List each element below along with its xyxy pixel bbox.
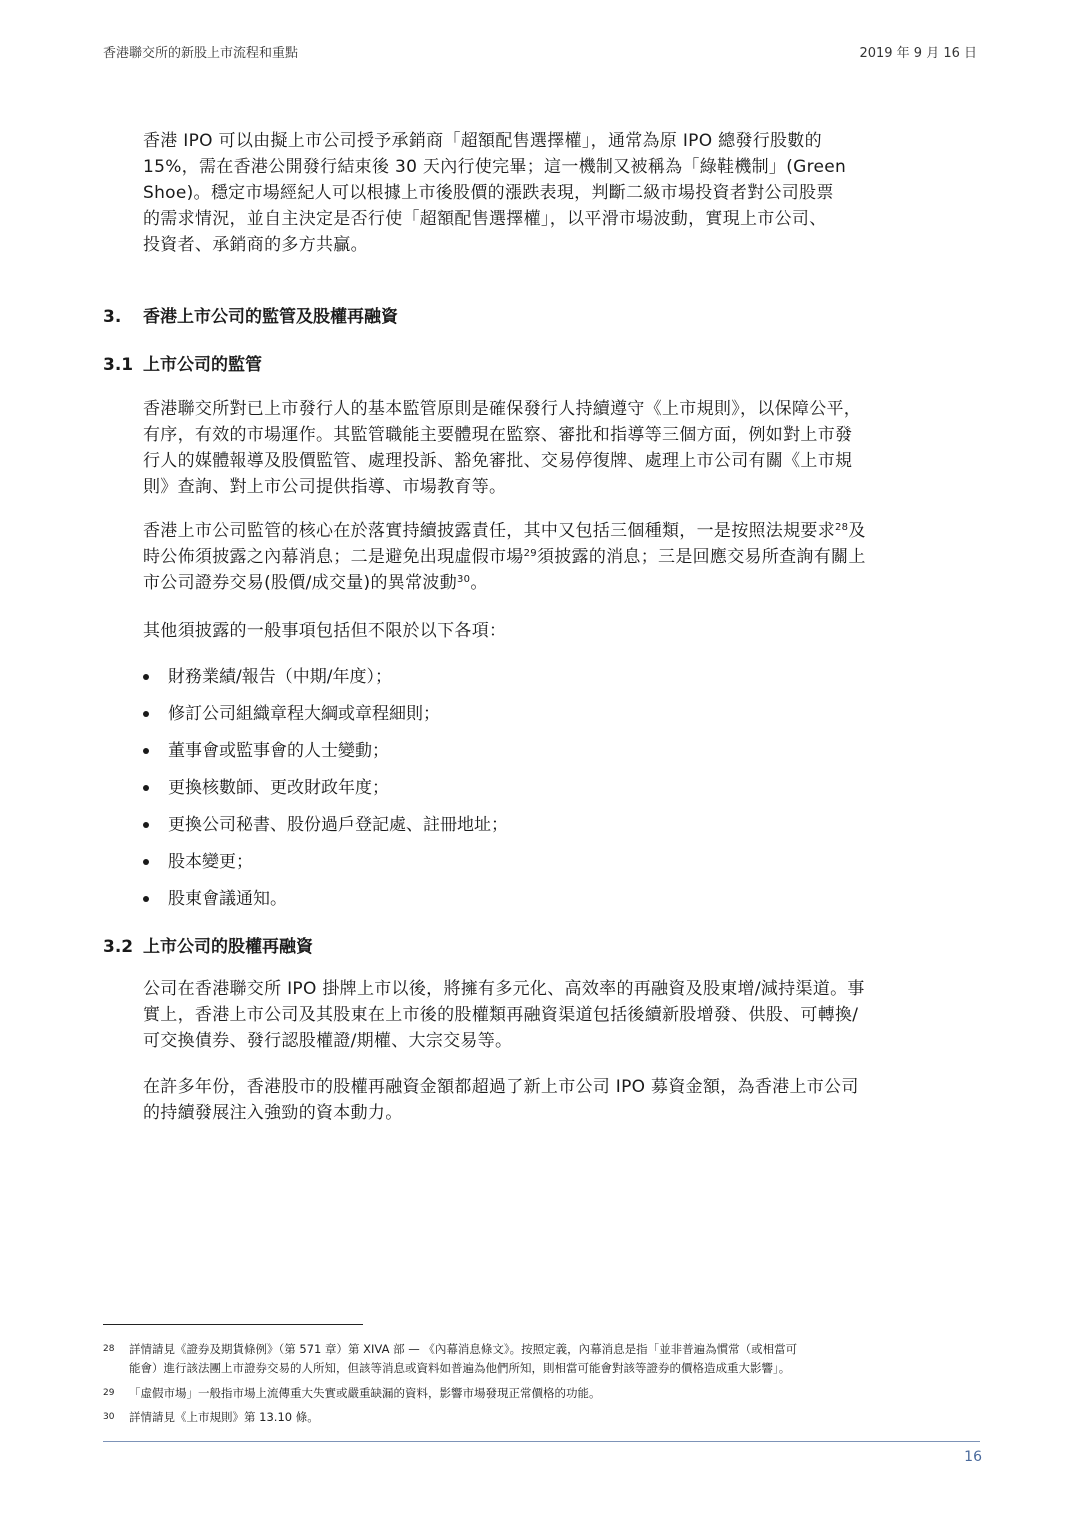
- disclosure-items-list: [143, 664, 508, 923]
- list-item: [143, 738, 508, 775]
- bullet-icon: [143, 822, 149, 828]
- footnote-text: [129, 1340, 983, 1378]
- text-line: [143, 518, 983, 544]
- list-item: [143, 849, 508, 886]
- text-line: 可交換債券、發行認股權證/期權、大宗交易等。: [143, 1031, 513, 1051]
- header-date: 2019 年 9 月 16 日: [859, 46, 977, 61]
- footnote-29: [103, 1384, 983, 1403]
- text-segment: 時公佈須披露之內幕消息；二是避免出現虛假市場: [143, 547, 524, 567]
- footnote-text: [129, 1384, 983, 1403]
- text-line: 其他須披露的一般事項包括但不限於以下各項：: [143, 621, 507, 641]
- footnote-28: [103, 1340, 983, 1378]
- text-line: Shoe)。穩定市場經紀人可以根據上市後股價的漲跌表現，判斷二級市場投資者對公司股票: [143, 183, 834, 203]
- list-item-text: 財務業績/報告（中期/年度）；: [168, 667, 392, 687]
- section-title: 上市公司的監管: [143, 355, 262, 375]
- refinancing-amount-paragraph: [143, 1074, 983, 1126]
- text-line: [143, 544, 983, 570]
- list-item: [143, 775, 508, 812]
- general-items-intro: [143, 618, 983, 644]
- text-line: 的需求情況，並自主決定是否行使「超額配售選擇權」，以平滑市場波動，實現上市公司、: [143, 209, 827, 229]
- text-line: 的持續發展注入強勁的資本動力。: [143, 1103, 403, 1123]
- text-line: 行人的媒體報導及股價監管、處理投訴、豁免審批、交易停復牌、處理上市公司有關《上市規: [143, 451, 853, 471]
- footnote-ref-28[interactable]: 28: [835, 522, 849, 533]
- section-title: 上市公司的股權再融資: [143, 937, 313, 957]
- footnote-number: 29: [103, 1388, 115, 1398]
- bullet-icon: [143, 785, 149, 791]
- list-item-text: 董事會或監事會的人士變動；: [168, 741, 389, 761]
- section-3-1-heading: [103, 350, 262, 375]
- disclosure-paragraph: [143, 518, 983, 596]
- text-line: 詳情請見《上市規則》第 13.10 條。: [129, 1410, 319, 1424]
- text-segment: 香港上市公司監管的核心在於落實持續披露責任，其中又包括三個種類，一是按照法規要求: [143, 521, 835, 541]
- text-line: 則》查詢、對上市公司提供指導、市場教育等。: [143, 477, 507, 497]
- list-item-text: 股本變更；: [168, 852, 253, 872]
- list-item: [143, 664, 508, 701]
- text-segment: 須披露的消息；三是回應交易所查詢有關上: [536, 547, 866, 567]
- text-line: 香港聯交所對已上市發行人的基本監管原則是確保發行人持續遵守《上市規則》，以保障公平，: [143, 399, 862, 419]
- text-line: 「虛假市場」一般指市場上流傳重大失實或嚴重缺漏的資料，影響市場發現正常價格的功能。: [129, 1386, 601, 1400]
- text-line: 公司在香港聯交所 IPO 掛牌上市以後，將擁有多元化、高效率的再融資及股東增/減持渠道。事: [143, 979, 865, 999]
- footnote-divider: [103, 1324, 363, 1325]
- section-3-2-heading: [103, 932, 313, 957]
- text-line: 實上，香港上市公司及其股東在上市後的股權類再融資渠道包括後續新股增發、供股、可轉換/: [143, 1005, 859, 1025]
- list-item: [143, 886, 508, 923]
- text-line: 能會）進行該法團上市證券交易的人所知，但該等消息或資料如普遍為他們所知，則相當可能會對該等證券的價格造成重大影響」。: [129, 1361, 791, 1375]
- bullet-icon: [143, 748, 149, 754]
- list-item-text: 修訂公司組織章程大綱或章程細則；: [168, 704, 440, 724]
- text-line: 15%，需在香港公開發行結束後 30 天內行使完畢；這一機制又被稱為「綠鞋機制」(Green: [143, 157, 847, 177]
- section-title: 香港上市公司的監管及股權再融資: [143, 307, 398, 327]
- intro-paragraph: [143, 128, 983, 258]
- bullet-icon: [143, 674, 149, 680]
- footnote-ref-30[interactable]: 30: [457, 574, 471, 585]
- text-segment: 市公司證券交易(股價/成交量)的異常波動: [143, 573, 457, 593]
- section-number: 3.2: [103, 937, 134, 957]
- bullet-icon: [143, 859, 149, 865]
- text-line: [143, 570, 983, 596]
- header-title: 香港聯交所的新股上市流程和重點: [103, 46, 299, 61]
- list-item-text: 更換核數師、更改財政年度；: [168, 778, 389, 798]
- text-line: 投資者、承銷商的多方共贏。: [143, 235, 368, 255]
- supervision-paragraph: [143, 396, 983, 500]
- list-item: [143, 701, 508, 738]
- footnote-number: 30: [103, 1412, 115, 1422]
- section-3-heading: [103, 302, 398, 327]
- list-item-text: 股東會議通知。: [168, 889, 287, 909]
- page-number: 16: [964, 1449, 982, 1465]
- text-segment: 及: [848, 521, 866, 541]
- text-line: 有序，有效的市場運作。其監管職能主要體現在監察、審批和指導等三個方面，例如對上市發: [143, 425, 853, 445]
- footnote-number: 28: [103, 1344, 115, 1354]
- list-item-text: 更換公司秘書、股份過戶登記處、註冊地址；: [168, 815, 508, 835]
- footnote-ref-29[interactable]: 29: [523, 548, 537, 559]
- list-item: [143, 812, 508, 849]
- bullet-icon: [143, 711, 149, 717]
- text-line: 香港 IPO 可以由擬上市公司授予承銷商「超額配售選擇權」，通常為原 IPO 總發行股數的: [143, 131, 822, 151]
- footer-divider: [103, 1441, 980, 1442]
- text-line: 在許多年份，香港股市的股權再融資金額都超過了新上市公司 IPO 募資金額，為香港上市公司: [143, 1077, 859, 1097]
- refinancing-paragraph: [143, 976, 983, 1054]
- footnote-text: [129, 1408, 983, 1427]
- section-number: 3.1: [103, 355, 134, 375]
- text-segment: 。: [470, 573, 488, 593]
- footnote-30: [103, 1408, 983, 1427]
- section-number: 3.: [103, 307, 122, 327]
- bullet-icon: [143, 896, 149, 902]
- text-line: 詳情請見《證券及期貨條例》（第 571 章）第 XIVA 部 — 《內幕消息條文》。按照定義，內幕消息是指「並非普遍為慣常（或相當可: [129, 1342, 798, 1356]
